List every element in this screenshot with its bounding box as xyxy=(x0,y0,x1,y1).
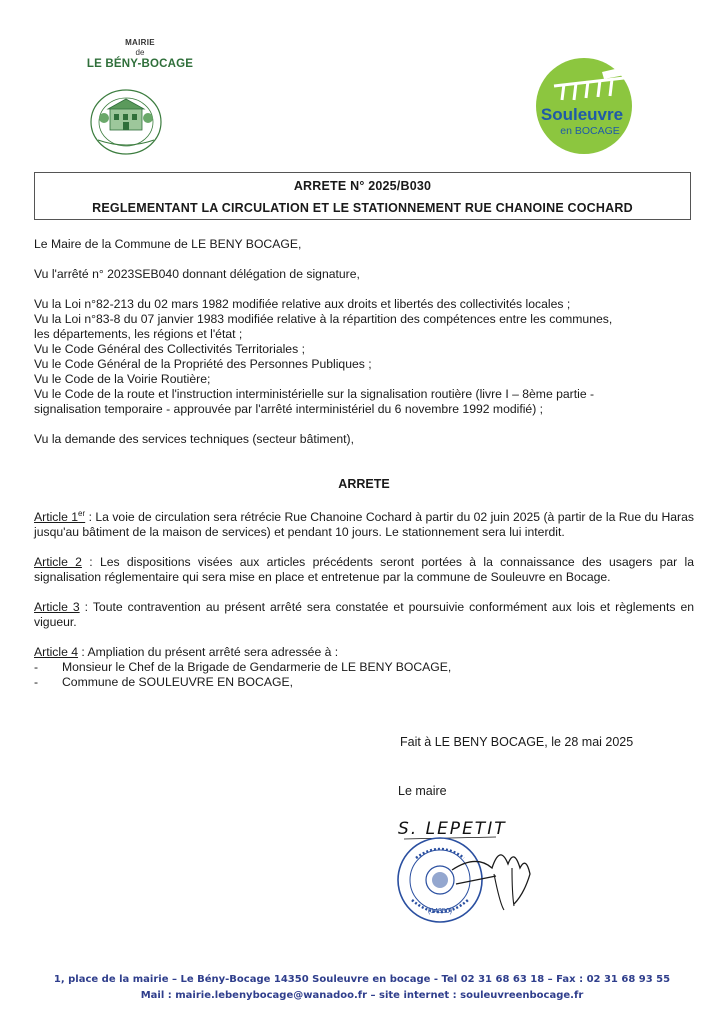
decree-number: ARRETE N° 2025/B030 xyxy=(293,179,432,193)
article-2-label: Article 2 xyxy=(34,555,82,570)
footer xyxy=(0,972,724,1004)
legal-basis-line: Vu le Code Général des Collectivités Territoriales ; xyxy=(34,342,305,356)
town-name: LE BÉNY-BOCAGE xyxy=(86,58,194,70)
article-4-text: : Ampliation du présent arrêté sera adressée à : xyxy=(78,645,339,660)
logo-text-line2: en BOCAGE xyxy=(560,125,620,137)
legal-basis-line: signalisation temporaire - approuvée par l'arrêté interministériel du 6 novembre 1992 modifié) ; xyxy=(34,402,544,416)
technical-request: Vu la demande des services techniques (secteur bâtiment), xyxy=(34,432,354,446)
article-1 xyxy=(34,506,694,540)
arrete-heading: ARRETE xyxy=(338,477,390,491)
place-and-date: Fait à LE BENY BOCAGE, le 28 mai 2025 xyxy=(400,735,634,749)
mairie-header xyxy=(70,38,210,70)
decree-body xyxy=(34,237,694,690)
article-1-text: : La voie de circulation sera rétrécie Rue Chanoine Cochard à partir du 02 juin 2025 (à partir de la Rue du Haras jusqu'au bâtiment de la maison de services) et pendant 10 jours. Le stationnement sera lui interdit. xyxy=(34,510,694,540)
legal-basis-line: Vu le Code de la route et l'instruction interministérielle sur la signalisation routière (livre I – 8ème partie - xyxy=(34,387,595,401)
souleuvre-en-bocage-logo xyxy=(524,48,648,158)
article-1-superscript: er xyxy=(78,509,86,518)
article-3-label: Article 3 xyxy=(34,600,80,615)
article-2 xyxy=(34,555,694,585)
svg-text:(14350): (14350) xyxy=(427,908,453,915)
article-3 xyxy=(34,600,694,630)
mairie-label: MAIRIE xyxy=(125,38,155,47)
logo-text-line1: Souleuvre xyxy=(540,105,624,124)
footer-contact: Mail : mairie.lebenybocage@wanadoo.fr – site internet : souleuvreenbocage.fr xyxy=(140,990,584,1001)
article-1-label-text: Article 1 xyxy=(34,510,79,525)
article-1-label xyxy=(34,510,85,524)
footer-address: 1, place de la mairie – Le Bény-Bocage 14350 Souleuvre en bocage - Tel 02 31 68 63 18 – Fax : 02 31 68 93 55 xyxy=(53,974,671,985)
delegation-clause: Vu l'arrêté n° 2023SEB040 donnant délégation de signature, xyxy=(34,267,360,281)
legal-basis-line: Vu la Loi n°82-213 du 02 mars 1982 modifiée relative aux droits et libertés des collectivités locales ; xyxy=(34,297,571,311)
article-2-text: : Les dispositions visées aux articles précédents seront portées à la connaissance des usagers par la signalisation réglementaire qui sera mise en place et entretenue par la commune de Souleuvre en Bocage. xyxy=(34,555,695,585)
mayor-authority: Le Maire de la Commune de LE BENY BOCAGE, xyxy=(34,237,302,251)
article-4-label: Article 4 xyxy=(34,645,79,660)
title-box xyxy=(34,172,691,220)
svg-text:S. LEPETIT: S. LEPETIT xyxy=(398,819,507,839)
recipient-item: - Commune de SOULEUVRE EN BOCAGE, xyxy=(34,675,293,690)
recipient-text: Monsieur le Chef de la Brigade de Gendarmerie de LE BENY BOCAGE, xyxy=(62,660,452,675)
recipient-item: - Monsieur le Chef de la Brigade de Gendarmerie de LE BENY BOCAGE, xyxy=(34,660,452,675)
official-stamp xyxy=(396,834,544,930)
legal-basis-line: Vu la Loi n°83-8 du 07 janvier 1983 modifiée relative à la répartition des compétences entre les communes, xyxy=(34,312,613,326)
decree-subject: REGLEMENTANT LA CIRCULATION ET LE STATIONNEMENT RUE CHANOINE COCHARD xyxy=(92,201,633,215)
mairie-de: de xyxy=(135,48,145,57)
legal-basis-line: Vu le Code de la Voirie Routière; xyxy=(34,372,211,386)
municipal-seal-logo xyxy=(88,88,164,156)
legal-basis-line: Vu le Code Général de la Propriété des Personnes Publiques ; xyxy=(34,357,372,371)
article-4 xyxy=(34,645,694,660)
legal-basis-line: les départements, les régions et l'état ; xyxy=(34,327,243,341)
article-3-text: : Toute contravention au présent arrêté sera constatée et poursuivie conformément aux lois et règlements en vigueur. xyxy=(34,600,695,630)
signatory-title: Le maire xyxy=(398,784,447,798)
recipient-text: Commune de SOULEUVRE EN BOCAGE, xyxy=(62,675,293,690)
